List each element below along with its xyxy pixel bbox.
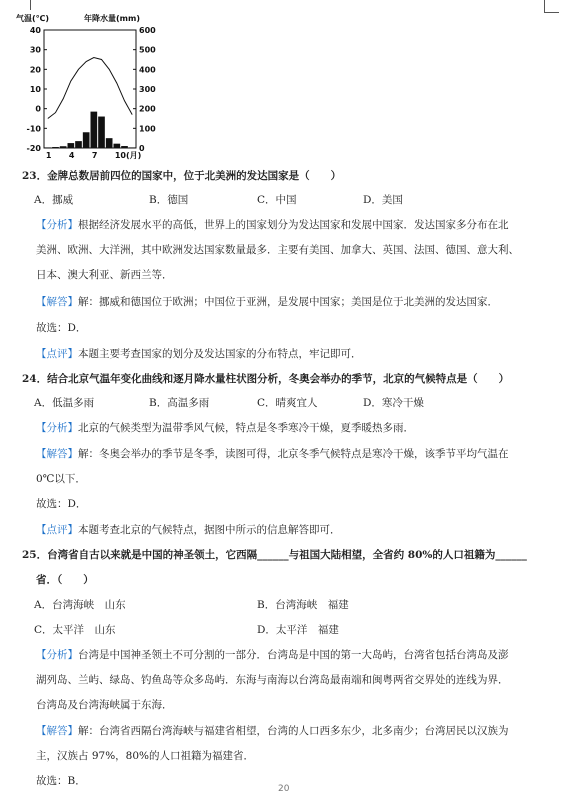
temperature-tick-label: 40 — [29, 26, 41, 35]
precipitation-bar — [91, 112, 98, 148]
q24-answer-line-2: 0℃以下． — [36, 473, 86, 485]
q23-answer-line-1 — [36, 295, 498, 309]
q23-option-b: B．德国 — [149, 194, 189, 206]
q25-answer-tag: 【解答】 — [36, 725, 78, 737]
q25-analysis-line-3: 台湾岛及台湾海峡属于东海． — [36, 699, 173, 711]
temperature-tick-label: 30 — [29, 45, 41, 55]
precipitation-bar — [83, 132, 90, 148]
precipitation-tick-label: 400 — [139, 65, 156, 75]
precipitation-bar — [52, 147, 59, 148]
q23-analysis-tag: 【分析】 — [36, 219, 78, 231]
temperature-tick-label: -10 — [26, 124, 41, 134]
q23-answer-text-1: 解：挪威和德国位于欧洲；中国位于亚洲，是发展中国家；美国是位于北美洲的发达国家． — [78, 296, 498, 308]
q23-comment-tag: 【点评】 — [36, 348, 78, 360]
q25-option-c: C．太平洋 山东 — [34, 624, 116, 636]
q24-analysis-line-1 — [36, 421, 414, 435]
month-tick-label: 10(月) — [114, 151, 142, 160]
q25-analysis-text-1: 台湾是中国神圣领土不可分割的一部分．台湾岛是中国的第一大岛屿，台湾省包括台湾岛及澎 — [78, 649, 509, 661]
q23-comment-text: 本题主要考查国家的划分及发达国家的分布特点，牢记即可． — [78, 348, 362, 360]
q25-choice: 故选：B． — [36, 775, 86, 787]
q25-stem-line-2: 省．（ ） — [36, 574, 94, 586]
q25-stem-line-1: 25．台湾省自古以来就是中国的神圣领土，它西隔______与祖国大陆相望，全省约 80%的人口祖籍为______ — [22, 549, 527, 561]
q25-answer-line-1 — [36, 724, 509, 738]
q23-option-d: D．美国 — [363, 194, 403, 206]
q24-comment-line — [36, 523, 341, 537]
q24-answer-tag: 【解答】 — [36, 448, 78, 460]
q23-analysis-line-3: 日本、澳大利亚、新西兰等． — [36, 269, 173, 281]
q25-option-d: D．太平洋 福建 — [257, 624, 339, 636]
precipitation-axis-title: 年降水量(mm) — [84, 14, 140, 23]
temperature-tick-label: 10 — [29, 85, 41, 94]
precipitation-bar — [129, 147, 136, 148]
precipitation-tick-label: 500 — [139, 45, 156, 55]
precipitation-bar — [45, 147, 52, 148]
crop-mark-top-left — [20, 0, 31, 10]
q24-comment-text: 本题考查北京的气候特点，据图中所示的信息解答即可． — [78, 524, 341, 536]
q23-analysis-text-1: 根据经济发展水平的高低，世界上的国家划分为发达国家和发展中国家．发达国家多分布在北 — [78, 219, 509, 231]
q23-analysis-line-1 — [36, 218, 509, 232]
q25-option-b: B．台湾海峡 福建 — [257, 599, 349, 611]
month-tick-label: 4 — [68, 151, 75, 160]
q25-answer-text-1: 解：台湾省西隔台湾海峡与福建省相望，台湾的人口西多东少，北多南少；台湾居民以汉族为 — [78, 725, 509, 737]
q23-option-c: C．中国 — [257, 194, 297, 206]
precipitation-bar — [121, 146, 128, 148]
month-tick-label: 1 — [45, 151, 52, 160]
climate-chart-svg — [16, 12, 186, 162]
climate-chart — [16, 12, 186, 162]
temperature-curve — [48, 58, 132, 119]
temperature-axis-title: 气温(℃) — [16, 14, 49, 23]
q24-analysis-text-1: 北京的气候类型为温带季风气候，特点是冬季寒冷干燥，夏季暖热多雨． — [78, 422, 414, 434]
q25-option-a: A．台湾海峡 山东 — [34, 599, 126, 611]
precipitation-bar — [98, 117, 105, 148]
q23-choice: 故选：D． — [36, 322, 87, 334]
q25-analysis-line-1 — [36, 648, 509, 662]
month-tick-label: 7 — [91, 151, 98, 160]
q24-choice: 故选：D． — [36, 498, 87, 510]
page-number: 20 — [278, 784, 290, 794]
q23-comment-line — [36, 347, 362, 361]
temperature-tick-label: 0 — [35, 104, 41, 114]
precipitation-tick-label: 200 — [139, 104, 156, 114]
q24-comment-tag: 【点评】 — [36, 524, 78, 536]
q23-option-a: A．挪威 — [34, 194, 74, 206]
precipitation-tick-label: 100 — [139, 124, 156, 134]
q24-analysis-tag: 【分析】 — [36, 422, 78, 434]
precipitation-bar — [75, 141, 82, 148]
q24-stem: 24．结合北京气温年变化曲线和逐月降水量柱状图分析，冬奥会举办的季节，北京的气候特点是（ ） — [22, 373, 510, 385]
precipitation-tick-label: 300 — [139, 85, 156, 94]
q24-option-d: D．寒冷干燥 — [363, 397, 424, 409]
precipitation-bar — [60, 146, 67, 148]
q23-answer-tag: 【解答】 — [36, 296, 78, 308]
q24-answer-text-1: 解：冬奥会举办的季节是冬季，读图可得，北京冬季气候特点是寒冷干燥，该季节平均气温在 — [78, 448, 509, 460]
crop-mark-top-right — [544, 0, 559, 13]
temperature-tick-label: 20 — [29, 65, 41, 75]
temperature-tick-label: -20 — [26, 144, 41, 153]
precipitation-bar — [68, 143, 75, 148]
q24-option-a: A．低温多雨 — [34, 397, 95, 409]
plot-frame — [44, 30, 136, 148]
q24-option-c: C．晴爽宜人 — [257, 397, 318, 409]
q25-analysis-tag: 【分析】 — [36, 649, 78, 661]
q23-analysis-line-2: 美洲、欧洲、大洋洲，其中欧洲发达国家数量最多．主要有美国、加拿大、英国、法国、德国、意大利、 — [36, 244, 519, 256]
q24-option-b: B．高温多雨 — [149, 397, 210, 409]
q24-answer-line-1 — [36, 447, 509, 461]
precipitation-tick-label: 600 — [139, 26, 156, 35]
precipitation-bar — [114, 144, 121, 148]
q23-stem: 23．金牌总数居前四位的国家中，位于北美洲的发达国家是（ ） — [22, 170, 342, 182]
precipitation-bar — [106, 138, 113, 148]
precipitation-tick-label: 0 — [139, 144, 145, 153]
q25-analysis-line-2: 湖列岛、兰屿、绿岛、钓鱼岛等众多岛屿．东海与南海以台湾岛最南端和闽粤两省交界处的连线为界． — [36, 674, 509, 686]
q25-answer-line-2: 主，汉族占 97%，80%的人口祖籍为福建省． — [36, 750, 255, 762]
